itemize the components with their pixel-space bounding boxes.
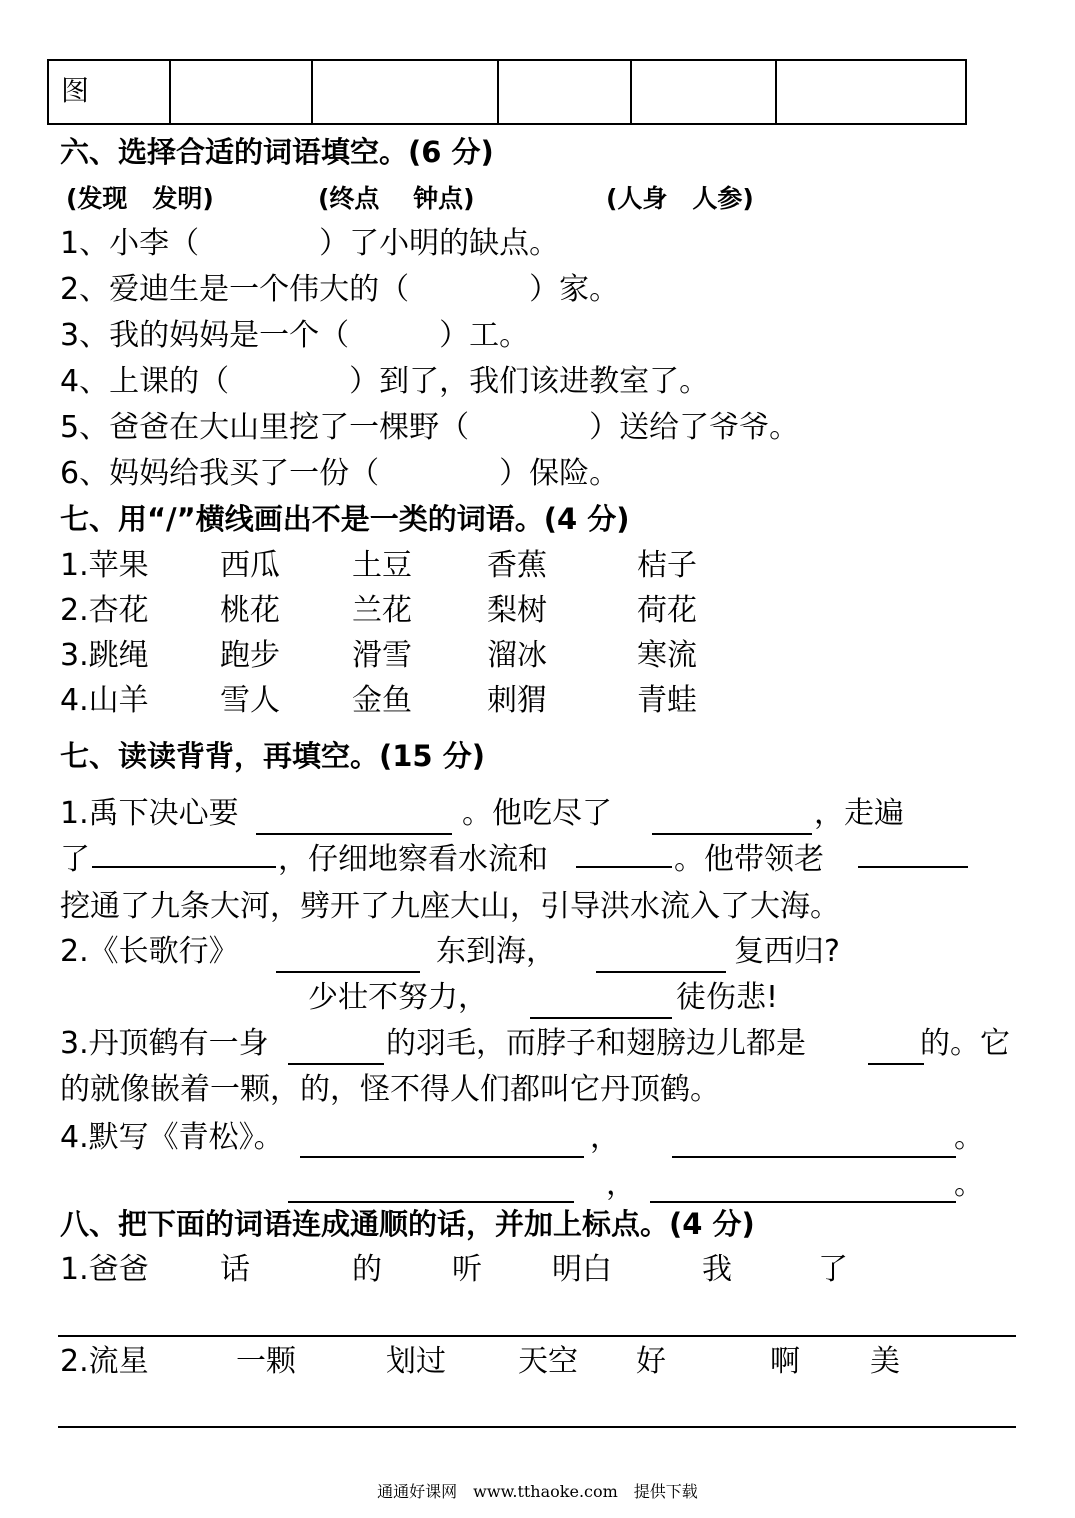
q2-text-c: 复西归? <box>734 934 840 969</box>
q1-text-d: 了 <box>60 842 90 877</box>
q1-text-a: 1.禹下决心要 <box>60 796 239 831</box>
word-cell: 天空 <box>518 1344 578 1379</box>
section6-line-3: 3、我的妈妈是一个（ ）工。 <box>60 318 530 353</box>
word-cell: 桔子 <box>637 548 697 583</box>
section6-pair2: (终点 钟点) <box>318 184 475 213</box>
word-cell: 金鱼 <box>352 683 412 718</box>
word-cell: 荷花 <box>637 593 697 628</box>
word-cell: 梨树 <box>487 593 547 628</box>
q4-period-1: 。 <box>954 1120 984 1155</box>
q1-text-b: 。他吃尽了 <box>462 796 612 831</box>
word-cell: 香蕉 <box>487 548 547 583</box>
q3-text-c: 的。它 <box>920 1026 1010 1061</box>
q3-text-b: 的羽毛，而脖子和翅膀边儿都是 <box>386 1026 806 1061</box>
blank-line <box>276 971 420 973</box>
q4-comma-1: ， <box>590 1120 620 1155</box>
answer-table <box>47 59 967 125</box>
table-divider <box>311 61 313 123</box>
section7b-title: 七、读读背背，再填空。(15 分) <box>60 739 485 773</box>
blank-line <box>300 1156 584 1158</box>
blank-line <box>858 866 968 868</box>
table-divider <box>169 61 171 123</box>
word-cell: 西瓜 <box>220 548 280 583</box>
q2-text-d: 少壮不努力， <box>308 980 488 1015</box>
word-cell: 2.流星 <box>60 1344 149 1379</box>
q1-text-e: ，仔细地察看水流和 <box>278 842 548 877</box>
blank-line <box>596 971 726 973</box>
word-cell: 划过 <box>386 1344 446 1379</box>
word-cell: 4.山羊 <box>60 683 149 718</box>
q4-comma-2: ， <box>606 1167 636 1202</box>
blank-line <box>92 866 276 868</box>
word-cell: 刺猬 <box>487 683 547 718</box>
blank-line <box>530 1017 672 1019</box>
word-cell: 的 <box>352 1252 382 1287</box>
section7a-title: 七、用“/”横线画出不是一类的词语。(4 分) <box>60 502 630 536</box>
section6-pair1: (发现 发明) <box>66 184 214 213</box>
blank-line <box>650 1201 956 1203</box>
section6-line-6: 6、妈妈给我买了一份（ ）保险。 <box>60 456 620 491</box>
blank-line <box>652 833 812 835</box>
word-cell: 溜冰 <box>487 638 547 673</box>
answer-line <box>58 1335 1016 1337</box>
section6-line-5: 5、爸爸在大山里挖了一棵野（ ）送给了爷爷。 <box>60 410 800 445</box>
answer-line <box>58 1426 1016 1428</box>
word-cell: 土豆 <box>352 548 412 583</box>
word-cell: 跑步 <box>220 638 280 673</box>
table-divider <box>775 61 777 123</box>
table-divider <box>497 61 499 123</box>
blank-line <box>288 1201 574 1203</box>
blank-line <box>868 1063 924 1065</box>
blank-line <box>288 1063 384 1065</box>
word-cell: 3.跳绳 <box>60 638 149 673</box>
word-cell: 青蛙 <box>637 683 697 718</box>
word-cell: 兰花 <box>352 593 412 628</box>
table-first-cell: 图 <box>61 74 90 107</box>
q3-text-d: 的就像嵌着一颗，的，怪不得人们都叫它丹顶鹤。 <box>60 1072 720 1107</box>
section6-pair3: (人身 人参) <box>606 184 754 213</box>
table-divider <box>630 61 632 123</box>
section6-line-4: 4、上课的（ ）到了，我们该进教室了。 <box>60 364 710 399</box>
section6-line-1: 1、小李（ ）了小明的缺点。 <box>60 226 560 261</box>
section6-title: 六、选择合适的词语填空。(6 分) <box>60 135 494 169</box>
q1-text-f: 。他带领老 <box>674 842 824 877</box>
word-cell: 2.杏花 <box>60 593 149 628</box>
word-cell: 美 <box>870 1344 900 1379</box>
blank-line <box>256 833 452 835</box>
section6-line-2: 2、爱迪生是一个伟大的（ ）家。 <box>60 272 620 307</box>
q4-text-a: 4.默写《青松》。 <box>60 1120 284 1155</box>
q2-text-e: 徒伤悲! <box>676 980 779 1015</box>
q4-period-2: 。 <box>954 1167 984 1202</box>
q2-text-b: 东到海， <box>436 934 556 969</box>
word-cell: 我 <box>702 1252 732 1287</box>
word-cell: 桃花 <box>220 593 280 628</box>
word-cell: 啊 <box>770 1344 800 1379</box>
q2-text-a: 2.《长歌行》 <box>60 934 239 969</box>
word-cell: 1.苹果 <box>60 548 149 583</box>
word-cell: 了 <box>818 1252 848 1287</box>
section8-title: 八、把下面的词语连成通顺的话，并加上标点。(4 分) <box>60 1207 755 1241</box>
q1-text-g: 挖通了九条大河，劈开了九座大山，引导洪水流入了大海。 <box>60 889 840 924</box>
blank-line <box>672 1156 956 1158</box>
word-cell: 一颗 <box>236 1344 296 1379</box>
word-cell: 寒流 <box>637 638 697 673</box>
word-cell: 听 <box>452 1252 482 1287</box>
word-cell: 雪人 <box>220 683 280 718</box>
word-cell: 明白 <box>552 1252 612 1287</box>
footer-credit: 通通好课网 www.tthaoke.com 提供下载 <box>377 1482 698 1501</box>
blank-line <box>576 866 672 868</box>
word-cell: 1.爸爸 <box>60 1252 149 1287</box>
word-cell: 滑雪 <box>352 638 412 673</box>
q3-text-a: 3.丹顶鹤有一身 <box>60 1026 269 1061</box>
q1-text-c: ，走遍 <box>814 796 904 831</box>
word-cell: 好 <box>636 1344 666 1379</box>
word-cell: 话 <box>220 1252 250 1287</box>
